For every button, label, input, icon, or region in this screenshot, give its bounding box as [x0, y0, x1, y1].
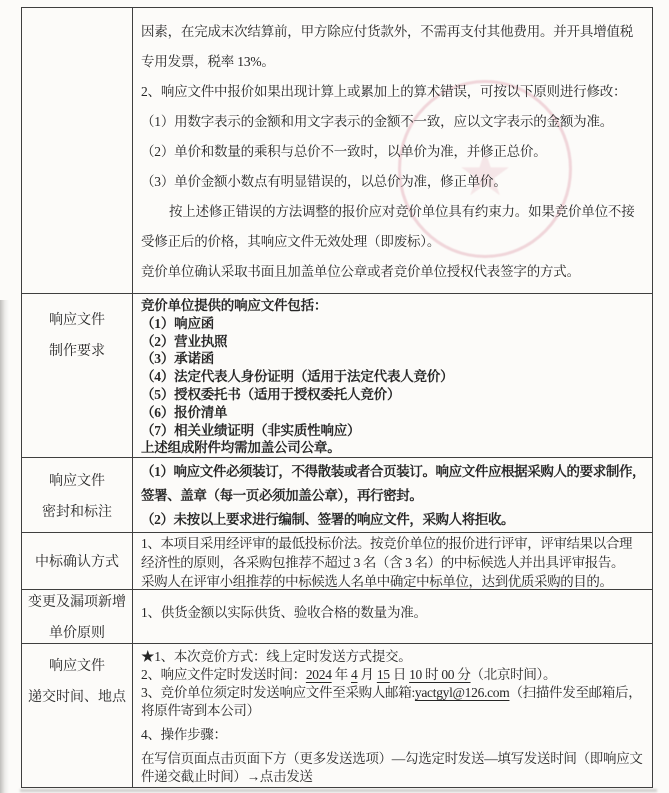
underlined-value: 10 时 00 分: [409, 667, 471, 682]
row-label: [22, 458, 133, 532]
text-segment: 专用发票，税率 13%。: [141, 54, 275, 69]
text-segment: 在写信页面点击页面下方（更多发送选项）—勾选定时发送—填写发送时间（即响应文: [141, 751, 643, 766]
text-segment: 受修正后的价格，其响应文件无效处理（即废标）。: [141, 234, 441, 249]
text-segment: 采购人在评审小组推荐的中标候选人名单中确定中标单位，达到优质采购的目的。: [141, 574, 613, 589]
row-label-line: 响应文件: [49, 659, 105, 674]
row-label-line: 单价原则: [49, 626, 105, 641]
row-label: [22, 533, 133, 589]
row-content: [133, 8, 652, 293]
text-line: [141, 257, 648, 287]
text-segment: 1、本项目采用经评审的最低投标价法。按竞价单位的报价进行评审，评审结果以合理: [141, 536, 633, 551]
row-label: [22, 590, 133, 643]
text-line: [141, 368, 648, 386]
underlined-value: 4: [351, 667, 358, 682]
row-label-line: 变更及漏项新增: [28, 595, 126, 610]
text-segment: 年: [331, 667, 352, 682]
text-line: [141, 297, 648, 315]
row-response-doc-sealing: [22, 457, 652, 532]
text-segment: 竞价单位确认采取书面且加盖单位公章或者竞价单位授权代表签字的方式。: [141, 264, 580, 279]
text-line: [141, 726, 648, 744]
text-segment: 经济性的原则，各采购包推荐不超过 3 名（含 3 名）的中标候选人并出具评审报告。: [141, 555, 625, 570]
row-submission-time-place: [22, 643, 652, 787]
text-line: [141, 553, 648, 572]
text-segment: ★1、本次竞价方式：线上定时发送方式提交。: [141, 649, 412, 664]
text-line: [141, 17, 648, 47]
text-segment: （7）相关业绩证明（非实质性响应）: [141, 422, 361, 438]
row-label-line: 中标确认方式: [35, 555, 119, 570]
text-segment: 因素，在完成末次结算前，甲方除应付货款外，不需再支付其他费用。并开具增值税: [141, 24, 634, 39]
text-segment: （1）响应文件必须装订，不得散装或者合页装订。响应文件应根据采购人的要求制作，: [141, 464, 646, 479]
text-segment: （1）用数字表示的金额和用文字表示的金额不一致，应以文字表示的金额为准。: [141, 114, 614, 129]
text-segment: （5）授权委托书（适用于授权委托人竞价）: [141, 386, 401, 402]
text-line: [141, 167, 648, 197]
row-label-line: 递交时间、地点: [28, 690, 126, 705]
text-segment: （扫描件发至邮箱后，: [509, 685, 642, 700]
text-line: [141, 439, 648, 457]
text-segment: 1、供货金额以实际供货、验收合格的数量为准。: [141, 605, 427, 620]
text-segment: 2、响应文件中报价如果出现计算上或累加上的算术错误，可按以下原则进行修改：: [141, 84, 627, 99]
row-change-and-omission-unit-price: [22, 589, 652, 643]
text-line: [141, 47, 648, 77]
text-segment: 日: [389, 667, 410, 682]
text-segment: 4、操作步骤：: [141, 727, 227, 742]
text-line: [141, 107, 648, 137]
row-label: [22, 294, 133, 457]
text-segment: （2）未按以上要求进行编制、签署的响应文件，采购人将拒收。: [141, 512, 515, 527]
text-segment: （2）营业执照: [141, 333, 228, 349]
row-content: [133, 533, 652, 589]
text-line: [141, 648, 648, 666]
text-segment: 3、竞价单位须定时发送响应文件至采购人邮箱:: [141, 685, 415, 700]
text-segment: 签署、盖章（每一页必须加盖公章），再行密封。: [141, 488, 423, 503]
row-label-line: 密封和标注: [42, 504, 112, 520]
text-segment: 按上述修正错误的方法调整的报价应对竞价单位具有约束力。如果竞价单位不接: [169, 204, 635, 219]
text-line: [141, 572, 648, 589]
underlined-value: yactgyl@126.com: [414, 685, 510, 700]
text-line: [141, 460, 648, 484]
text-line: [141, 137, 648, 167]
text-line: [141, 768, 648, 786]
text-line: [141, 350, 648, 368]
text-line: [141, 684, 648, 702]
scan-edge-shadow: [0, 300, 9, 793]
text-segment: 上述组成附件均需加盖公司公章。: [141, 440, 341, 456]
text-line: [141, 603, 648, 623]
text-line: [141, 508, 648, 532]
scan-bottom-shadow: [20, 789, 657, 792]
text-segment: （北京时间）。: [470, 667, 557, 682]
row-content: [133, 644, 652, 787]
row-label: [22, 8, 133, 293]
stamp-star-icon: ★: [457, 141, 513, 209]
text-line: [141, 534, 648, 553]
text-line: [141, 404, 648, 422]
row-content: [133, 294, 652, 457]
row-label-line: 制作要求: [49, 344, 105, 359]
underlined-value: 2024: [305, 667, 332, 682]
text-line: [141, 702, 648, 720]
text-line: [141, 666, 648, 684]
text-segment: 件递交截止时间）→点击发送: [141, 769, 313, 784]
text-segment: 月: [357, 667, 377, 682]
text-segment: （1）响应函: [141, 315, 215, 331]
underlined-value: 15: [376, 667, 390, 682]
bidding-terms-table: [21, 7, 653, 788]
row-response-doc-preparation: [22, 293, 652, 457]
text-segment: （3）承诺函: [141, 351, 215, 367]
text-segment: （3）单价金额小数点有明显错误的，以总价为准，修正单价。: [141, 174, 507, 189]
text-line: [141, 422, 648, 440]
text-segment: 竞价单位提供的响应文件包括：: [141, 298, 328, 313]
row-content: [133, 458, 652, 532]
text-line: [141, 197, 648, 227]
text-line: [141, 750, 648, 768]
text-line: [141, 333, 648, 351]
text-line: [141, 77, 648, 107]
text-line: [141, 484, 648, 508]
row-label: [22, 644, 133, 787]
text-line: [141, 386, 648, 404]
text-segment: 将原件寄到本公司）: [141, 703, 260, 718]
row-label-line: 响应文件: [49, 313, 105, 328]
text-segment: （6）报价清单: [141, 404, 228, 420]
row-award-confirmation: [22, 532, 652, 589]
text-line: [141, 315, 648, 333]
text-segment: 2、响应文件定时发送时间：: [141, 667, 306, 682]
row-label-line: 响应文件: [49, 473, 105, 489]
text-line: [141, 227, 648, 257]
row-content: [133, 590, 652, 643]
text-segment: （2）单价和数量的乘积与总价不一致时，以单价为准，并修正总价。: [141, 144, 547, 159]
row-payment-and-arithmetic-correction: [22, 8, 652, 293]
text-segment: （4）法定代表人身份证明（适用于法定代表人竞价）: [141, 369, 454, 385]
